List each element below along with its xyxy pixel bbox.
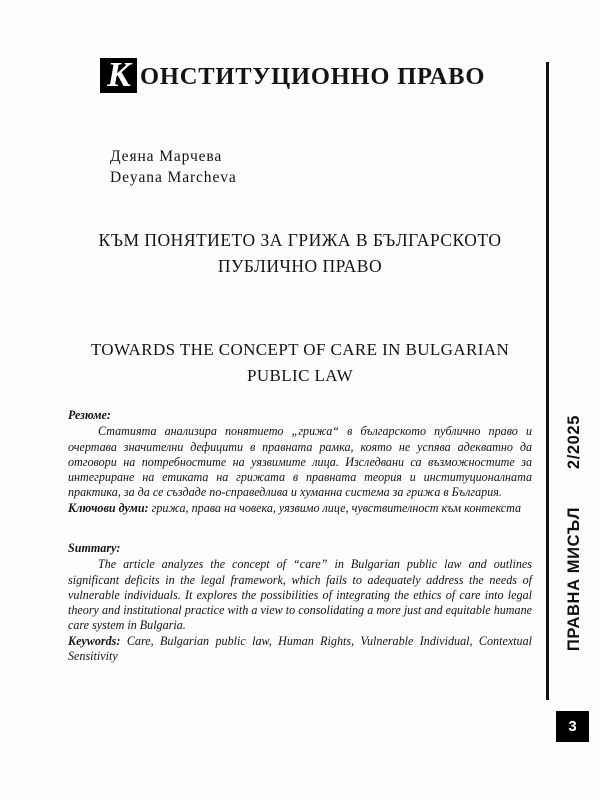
keywords-bulgarian-list: грижа, права на човека, уязвимо лице, чувствителност към контекста — [148, 500, 522, 515]
abstract-bulgarian — [68, 408, 532, 516]
article-title-english: TOWARDS THE CONCEPT OF CARE IN BULGARIAN PUBLIC LAW — [90, 340, 510, 385]
keywords-english-list: Care, Bulgarian public law, Human Rights, Vulnerable Individual, Contextual Sensitivity — [68, 633, 532, 664]
page-number: 3 — [556, 711, 589, 742]
journal-name: ПРАВНА МИСЪЛ — [564, 507, 583, 652]
running-head-rail — [552, 415, 596, 690]
abstract-english — [68, 541, 532, 664]
author-name-latin: Deyana Marcheva — [110, 169, 237, 186]
abstract-bulgarian-heading: Резюме: — [68, 408, 111, 422]
abstract-bulgarian-body: Статията анализира понятието „грижа“ в българското публично право и очертава значителни дефицити в правната рамка, която не успява адекватно да отговори на потребностите на уязвимите лица. Изследвани са възможностите за интегриране на етиката на грижата в правната теория и институционалната практика, за да се създаде по-справедлива и хуманна система за грижа в България. — [68, 424, 532, 500]
vertical-rule — [546, 62, 549, 700]
article-title-bulgarian: КЪМ ПОНЯТИЕТО ЗА ГРИЖА В БЪЛГАРСКОТО ПУБЛИЧНО ПРАВО — [98, 230, 502, 276]
abstract-english-heading: Summary: — [68, 541, 121, 555]
abstract-english-body: The article analyzes the concept of “care” in Bulgarian public law and outlines significant deficits in the legal framework, which fails to adequately address the needs of vulnerable individuals. It explores the possibilities of integrating the ethics of care into legal theory and institutional practice with a view to consolidating a more just and equitable humane care system in Bulgaria. — [68, 557, 532, 633]
keywords-bulgarian-label: Ключови думи: — [68, 500, 149, 515]
keywords-english — [68, 634, 532, 665]
section-heading — [100, 55, 486, 94]
keywords-bulgarian — [68, 501, 532, 516]
drop-cap-letter: К — [100, 58, 137, 93]
issue-number: 2/2025 — [564, 415, 583, 470]
section-heading-text: ОНСТИТУЦИОННО ПРАВО — [140, 63, 486, 90]
author-block — [110, 146, 237, 188]
keywords-english-label: Keywords: — [68, 633, 121, 648]
author-name-cyrillic: Деяна Марчева — [110, 148, 223, 165]
